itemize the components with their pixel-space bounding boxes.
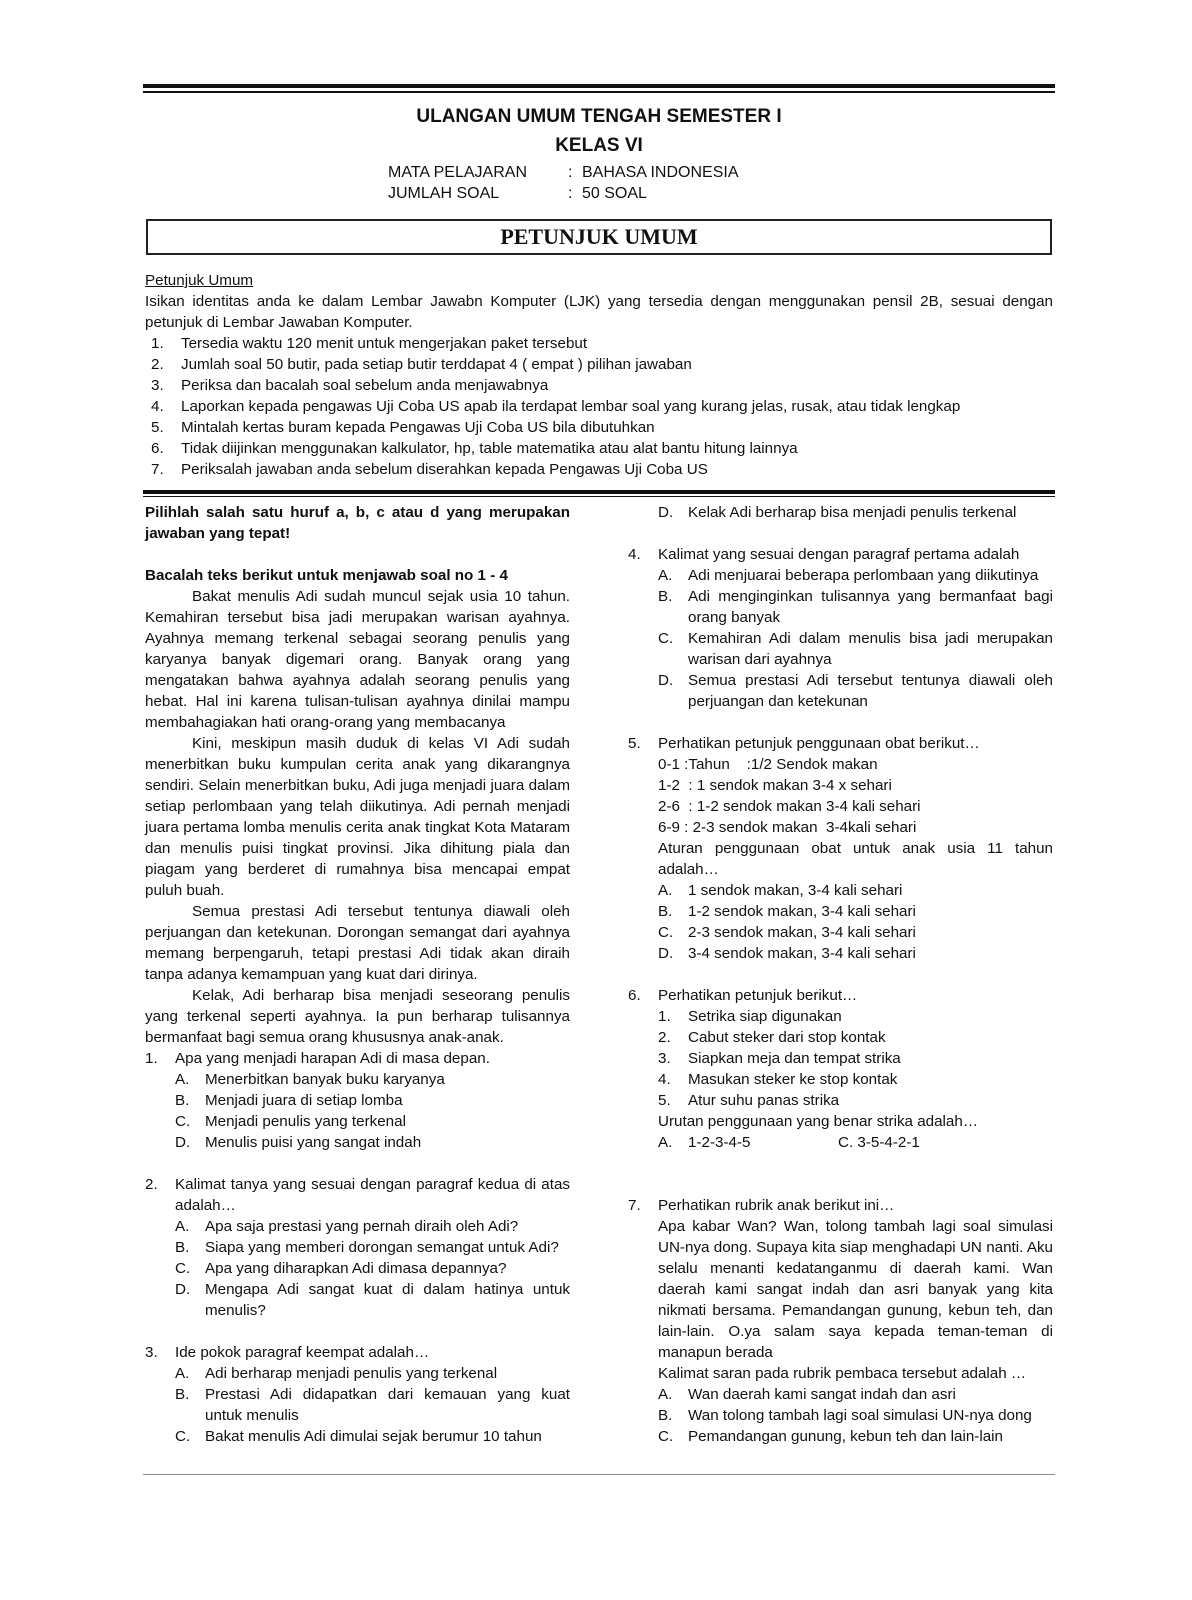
step-item bbox=[658, 1069, 1053, 1090]
question-prompt: Aturan penggunaan obat untuk anak usia 11 tahun adalah… bbox=[658, 840, 1053, 878]
step-text: Cabut steker dari stop kontak bbox=[688, 1029, 886, 1046]
option-letter: A. bbox=[175, 1071, 190, 1088]
question-5 bbox=[628, 733, 1053, 964]
option-text: Adi menginginkan tulisannya yang bermanfaat bagi orang banyak bbox=[688, 588, 1053, 626]
class-title: KELAS VI bbox=[555, 135, 643, 156]
top-double-rule bbox=[143, 84, 1055, 94]
meta-row-subject bbox=[388, 162, 739, 183]
answer-option bbox=[175, 1111, 570, 1132]
option-letter: D. bbox=[658, 504, 674, 521]
option-letter: C. bbox=[175, 1113, 191, 1130]
item-number: 3. bbox=[151, 377, 164, 394]
meta-value: 50 SOAL bbox=[582, 185, 647, 202]
option-letter: D. bbox=[658, 672, 674, 689]
answer-option bbox=[658, 586, 1053, 628]
instructions-title: Petunjuk Umum bbox=[145, 272, 254, 289]
item-text: Periksa dan bacalah soal sebelum anda menjawabnya bbox=[181, 377, 549, 394]
step-number: 5. bbox=[658, 1092, 671, 1109]
answer-option bbox=[658, 565, 1053, 586]
answer-option bbox=[175, 1363, 570, 1384]
answer-option bbox=[175, 1216, 570, 1237]
answer-option bbox=[175, 1384, 570, 1426]
option-letter: A. bbox=[658, 567, 673, 584]
answer-option bbox=[658, 922, 1053, 943]
question-text: Perhatikan rubrik anak berikut ini… bbox=[658, 1197, 895, 1214]
reading-paragraph-3: Semua prestasi Adi tersebut tentunya diawali oleh perjuangan dan ketekunan. Dorongan semangat dari ayahnya memang berpengaruh, tetapi prestasi Adi tidak akan diraih tanpa adanya kemampuan yang kuat dari dirinya. bbox=[145, 903, 570, 983]
option-text: Wan tolong tambah lagi soal simulasi UN-nya dong bbox=[688, 1407, 1032, 1424]
question-text: Kalimat tanya yang sesuai dengan paragraf kedua di atas adalah… bbox=[175, 1176, 570, 1214]
option-letter: A. bbox=[658, 1134, 673, 1151]
question-number: 7. bbox=[628, 1197, 641, 1214]
option-text: Adi berharap menjadi penulis yang terkenal bbox=[205, 1365, 498, 1382]
option-text: Menulis puisi yang sangat indah bbox=[205, 1134, 422, 1151]
option-text: Kelak Adi berharap bisa menjadi penulis terkenal bbox=[688, 504, 1017, 521]
middle-double-rule bbox=[143, 490, 1055, 497]
option-text: Pemandangan gunung, kebun teh dan lain-lain bbox=[688, 1428, 1003, 1445]
item-text: Periksalah jawaban anda sebelum diserahkan kepada Pengawas Uji Coba US bbox=[181, 461, 708, 478]
answer-option bbox=[658, 1384, 1053, 1405]
option-text: Apa saja prestasi yang pernah diraih oleh Adi? bbox=[205, 1218, 519, 1235]
item-number: 7. bbox=[151, 461, 164, 478]
list-item bbox=[145, 333, 1053, 354]
answer-option bbox=[658, 901, 1053, 922]
step-item bbox=[658, 1027, 1053, 1048]
question-number: 4. bbox=[628, 546, 641, 563]
answer-option bbox=[658, 502, 1053, 523]
option-letter: A. bbox=[175, 1365, 190, 1382]
question-prompt: Urutan penggunaan yang benar strika adalah… bbox=[658, 1113, 979, 1130]
exam-title: ULANGAN UMUM TENGAH SEMESTER I bbox=[416, 106, 782, 127]
option-text: Semua prestasi Adi tersebut tentunya diawali oleh perjuangan dan ketekunan bbox=[688, 672, 1053, 710]
list-item bbox=[145, 459, 1053, 480]
option-text: Mengapa Adi sangat kuat di dalam hatinya untuk menulis? bbox=[205, 1281, 570, 1319]
list-item bbox=[145, 375, 1053, 396]
dosage-line: 0-1 :Tahun :1/2 Sendok makan bbox=[658, 756, 878, 773]
step-text: Atur suhu panas strika bbox=[688, 1092, 840, 1109]
left-column bbox=[145, 502, 570, 1447]
step-text: Setrika siap digunakan bbox=[688, 1008, 842, 1025]
question-number: 1. bbox=[145, 1050, 158, 1067]
option-letter: C. bbox=[658, 1428, 674, 1445]
option-letter: C. bbox=[658, 924, 674, 941]
answer-option bbox=[658, 943, 1053, 964]
question-6 bbox=[628, 985, 1053, 1153]
option-text: Menjadi juara di setiap lomba bbox=[205, 1092, 403, 1109]
reading-paragraph-2: Kini, meskipun masih duduk di kelas VI Adi sudah menerbitkan buku kumpulan cerita anak yang dikarangnya sendiri. Selain menerbitkan buku, Adi juga menjadi juara dalam setiap perlombaan yang telah diikutinya. Adi pernah menjadi juara pertama lomba menulis cerita anak tingkat Kota Mataram dan menulis puisi tingkat provinsi. Jika dihitung piala dan piagam yang berderet di rumahnya bisa mencapai empat puluh buah. bbox=[145, 735, 570, 899]
option-text: Menerbitkan banyak buku karyanya bbox=[205, 1071, 445, 1088]
option-letter: D. bbox=[175, 1281, 191, 1298]
option-text: Wan daerah kami sangat indah dan asri bbox=[688, 1386, 956, 1403]
option-text: Apa yang diharapkan Adi dimasa depannya? bbox=[205, 1260, 507, 1277]
option-text: 1-2-3-4-5 bbox=[688, 1134, 751, 1151]
option-letter: B. bbox=[658, 1407, 673, 1424]
question-3 bbox=[145, 1342, 570, 1447]
option-letter: B. bbox=[175, 1092, 190, 1109]
option-text: 2-3 sendok makan, 3-4 kali sehari bbox=[688, 924, 916, 941]
option-letter: C. bbox=[658, 630, 674, 647]
rubric-passage: Apa kabar Wan? Wan, tolong tambah lagi soal simulasi UN-nya dong. Supaya kita siap menghadapi UN nanti. Aku selalu menanti kedatanganmu di daerah kami. Wan daerah kami sangat indah dan asri banyak yang kita nikmati bersama. Pemandangan gunung, kebun teh, dan lain-lain. O.ya salam saya kepada teman-teman di manapun berada bbox=[658, 1218, 1053, 1361]
item-text: Jumlah soal 50 butir, pada setiap butir terddapat 4 ( empat ) pilihan jawaban bbox=[181, 356, 692, 373]
answer-option bbox=[658, 628, 1053, 670]
step-number: 1. bbox=[658, 1008, 671, 1025]
meta-row-count bbox=[388, 183, 739, 204]
option-text: 1-2 sendok makan, 3-4 kali sehari bbox=[688, 903, 916, 920]
list-item bbox=[145, 438, 1053, 459]
question-text: Kalimat yang sesuai dengan paragraf pertama adalah bbox=[658, 546, 1020, 563]
item-text: Laporkan kepada pengawas Uji Coba US apab ila terdapat lembar soal yang kurang jelas, rusak, atau tidak lengkap bbox=[181, 398, 961, 415]
question-4 bbox=[628, 544, 1053, 712]
option-letter: A. bbox=[175, 1218, 190, 1235]
instructions-list bbox=[145, 333, 1053, 480]
reading-paragraph-4: Kelak, Adi berharap bisa menjadi seseorang penulis yang terkenal seperti ayahnya. Ia pun berharap tulisannya bermanfaat bagi semua orang khususnya anak-anak. bbox=[145, 987, 570, 1046]
question-text: Ide pokok paragraf keempat adalah… bbox=[175, 1344, 430, 1361]
meta-sep: : bbox=[568, 185, 573, 202]
option-letter: A. bbox=[658, 882, 673, 899]
answer-option bbox=[175, 1258, 570, 1279]
answer-option bbox=[658, 1426, 1053, 1447]
option-text: Siapa yang memberi dorongan semangat untuk Adi? bbox=[205, 1239, 559, 1256]
item-number: 6. bbox=[151, 440, 164, 457]
item-number: 1. bbox=[151, 335, 164, 352]
option-letter: B. bbox=[658, 903, 673, 920]
right-column bbox=[628, 502, 1053, 1447]
step-item bbox=[658, 1048, 1053, 1069]
option-text: 1 sendok makan, 3-4 kali sehari bbox=[688, 882, 903, 899]
answer-option bbox=[658, 1132, 1053, 1153]
meta-sep: : bbox=[568, 164, 573, 181]
dosage-line: 6-9 : 2-3 sendok makan 3-4kali sehari bbox=[658, 819, 917, 836]
option-letter: B. bbox=[175, 1239, 190, 1256]
step-number: 3. bbox=[658, 1050, 671, 1067]
step-number: 4. bbox=[658, 1071, 671, 1088]
step-item bbox=[658, 1006, 1053, 1027]
exam-meta bbox=[388, 162, 739, 204]
item-number: 2. bbox=[151, 356, 164, 373]
section-box-title: PETUNJUK UMUM bbox=[146, 219, 1052, 255]
reading-title: Bacalah teks berikut untuk menjawab soal no 1 - 4 bbox=[145, 567, 508, 584]
meta-key: JUMLAH SOAL bbox=[388, 185, 500, 202]
answer-option bbox=[175, 1279, 570, 1321]
option-text: Bakat menulis Adi dimulai sejak berumur 10 tahun bbox=[205, 1428, 542, 1445]
item-number: 4. bbox=[151, 398, 164, 415]
answer-option bbox=[175, 1090, 570, 1111]
question-text: Apa yang menjadi harapan Adi di masa depan. bbox=[175, 1050, 490, 1067]
question-text: Perhatikan petunjuk penggunaan obat berikut… bbox=[658, 735, 980, 752]
question-number: 5. bbox=[628, 735, 641, 752]
step-text: Siapkan meja dan tempat strika bbox=[688, 1050, 901, 1067]
option-text: 3-4 sendok makan, 3-4 kali sehari bbox=[688, 945, 916, 962]
step-number: 2. bbox=[658, 1029, 671, 1046]
option-letter: B. bbox=[175, 1386, 190, 1403]
dosage-line: 1-2 : 1 sendok makan 3-4 x sehari bbox=[658, 777, 892, 794]
reading-paragraph-1: Bakat menulis Adi sudah muncul sejak usia 10 tahun. Kemahiran tersebut bisa jadi merupakan warisan ayahnya. Ayahnya memang terkenal sebagai seorang penulis yang karyanya banyak digemari orang. Banyak orang yang mengatakan bahwa ayahnya adalah seorang penulis yang hebat. Hal ini karena tulisan-tulisan ayahnya dinilai mampu membahagiakan hati orang-orang yang membacanya bbox=[145, 588, 570, 731]
question-number: 2. bbox=[145, 1176, 158, 1193]
meta-value: BAHASA INDONESIA bbox=[582, 164, 739, 181]
option-letter: D. bbox=[658, 945, 674, 962]
list-item bbox=[145, 417, 1053, 438]
question-1 bbox=[145, 1048, 570, 1153]
item-text: Tidak diijinkan menggunakan kalkulator, hp, table matematika atau alat bantu hitung lainnya bbox=[181, 440, 798, 457]
option-text: Kemahiran Adi dalam menulis bisa jadi merupakan warisan dari ayahnya bbox=[688, 630, 1053, 668]
question-2 bbox=[145, 1174, 570, 1321]
general-instructions bbox=[145, 270, 1053, 480]
option-letter: D. bbox=[175, 1134, 191, 1151]
option-text-c: C. 3-5-4-2-1 bbox=[838, 1134, 920, 1151]
item-text: Mintalah kertas buram kepada Pengawas Uji Coba US bila dibutuhkan bbox=[181, 419, 655, 436]
option-letter: C. bbox=[175, 1428, 191, 1445]
item-text: Tersedia waktu 120 menit untuk mengerjakan paket tersebut bbox=[181, 335, 588, 352]
question-text: Perhatikan petunjuk berikut… bbox=[658, 987, 858, 1004]
question-number: 3. bbox=[145, 1344, 158, 1361]
option-text: Adi menjuarai beberapa perlombaan yang diikutinya bbox=[688, 567, 1039, 584]
answer-option bbox=[175, 1069, 570, 1090]
answer-option bbox=[175, 1237, 570, 1258]
option-letter: C. bbox=[175, 1260, 191, 1277]
instructions-intro: Isikan identitas anda ke dalam Lembar Jawabn Komputer (LJK) yang tersedia dengan menggunakan pensil 2B, sesuai dengan petunjuk di Lembar Jawaban Komputer. bbox=[145, 293, 1053, 331]
step-item bbox=[658, 1090, 1053, 1111]
answer-option bbox=[175, 1426, 570, 1447]
option-text: Menjadi penulis yang terkenal bbox=[205, 1113, 406, 1130]
list-item bbox=[145, 354, 1053, 375]
dosage-line: 2-6 : 1-2 sendok makan 3-4 kali sehari bbox=[658, 798, 921, 815]
answer-option bbox=[658, 670, 1053, 712]
bottom-rule bbox=[143, 1474, 1055, 1475]
question-prompt: Kalimat saran pada rubrik pembaca tersebut adalah … bbox=[658, 1365, 1027, 1382]
answer-option bbox=[175, 1132, 570, 1153]
question-7 bbox=[628, 1195, 1053, 1447]
step-text: Masukan steker ke stop kontak bbox=[688, 1071, 898, 1088]
question-number: 6. bbox=[628, 987, 641, 1004]
option-letter: A. bbox=[658, 1386, 673, 1403]
item-number: 5. bbox=[151, 419, 164, 436]
answer-option bbox=[658, 880, 1053, 901]
option-text: Prestasi Adi didapatkan dari kemauan yang kuat untuk menulis bbox=[205, 1386, 570, 1424]
answer-option bbox=[658, 1405, 1053, 1426]
list-item bbox=[145, 396, 1053, 417]
meta-key: MATA PELAJARAN bbox=[388, 164, 527, 181]
option-letter: B. bbox=[658, 588, 673, 605]
answer-instruction: Pilihlah salah satu huruf a, b, c atau d yang merupakan jawaban yang tepat! bbox=[145, 504, 570, 542]
